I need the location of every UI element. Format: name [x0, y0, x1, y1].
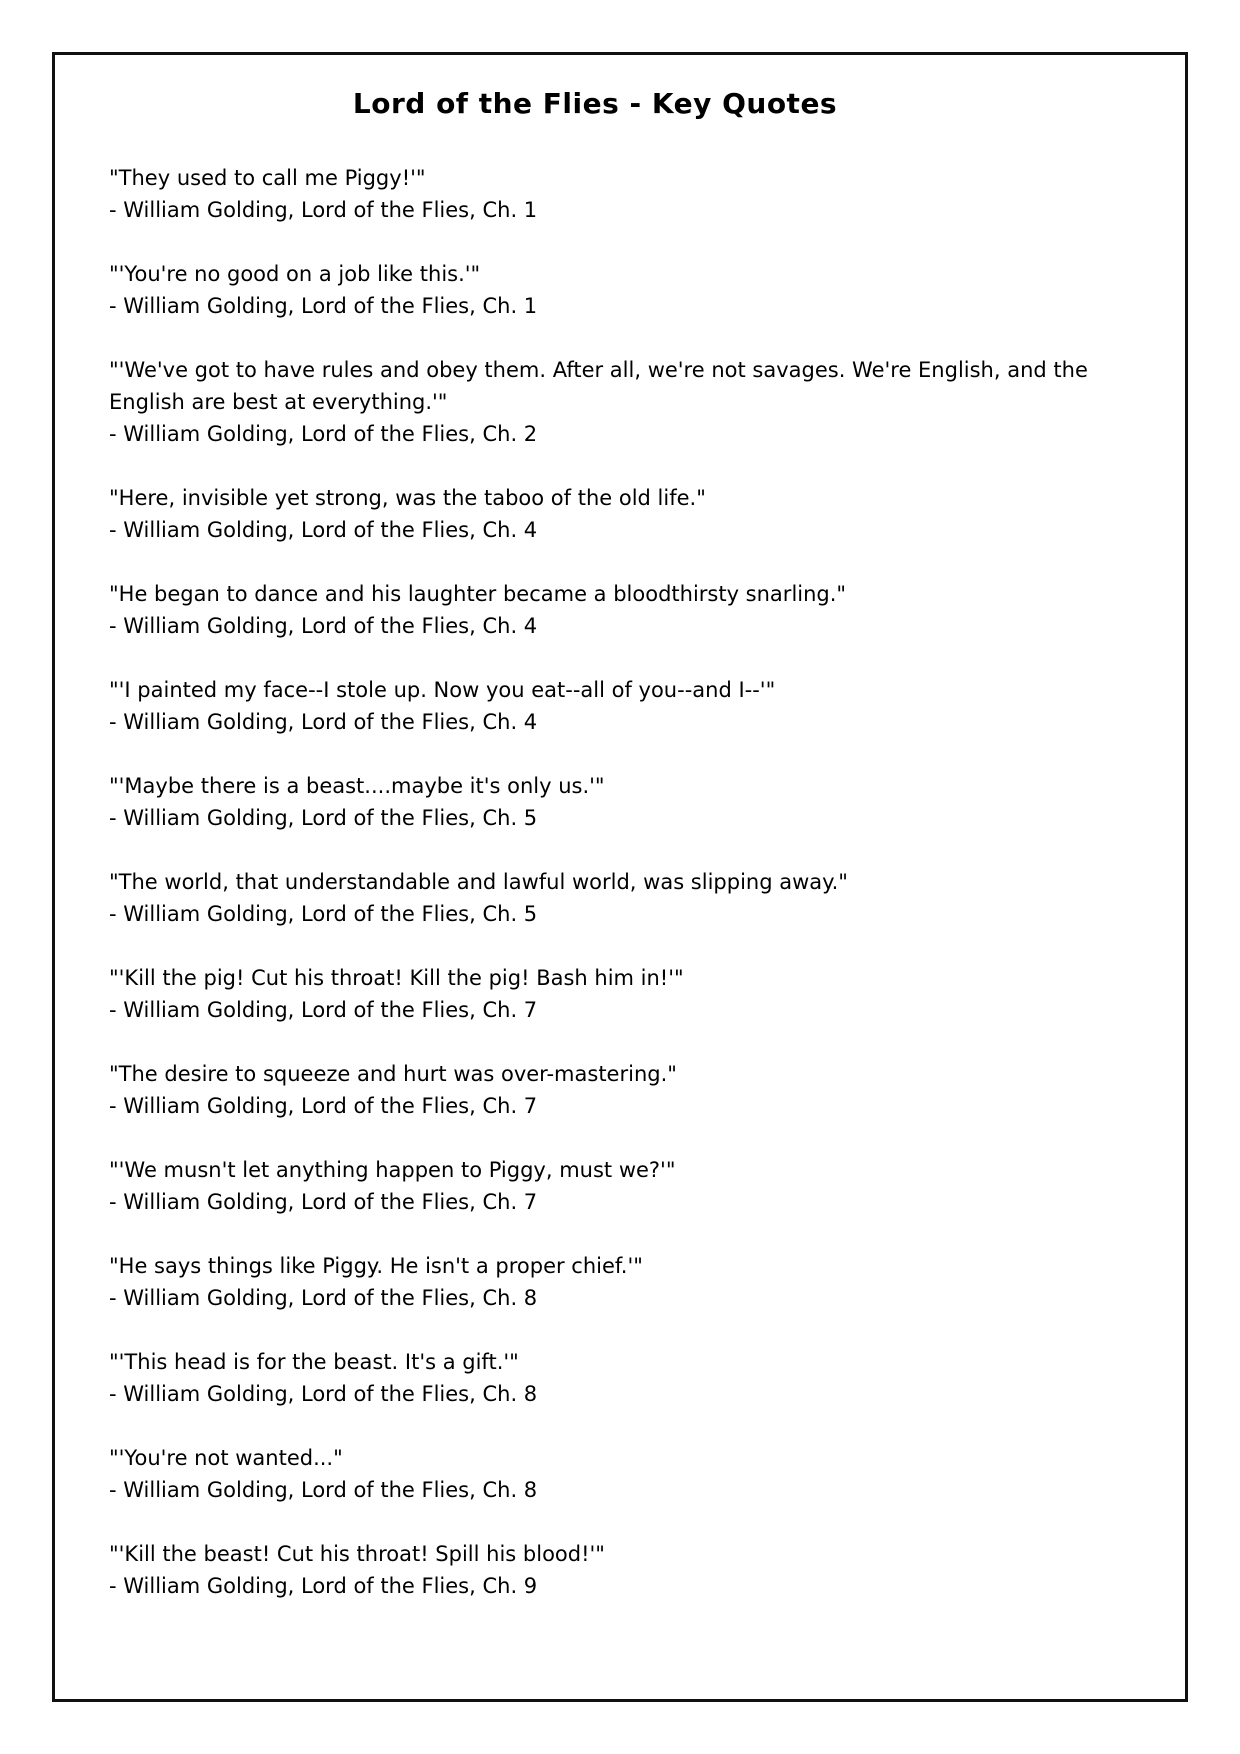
- quote-block: [109, 866, 1141, 930]
- quote-block: [109, 1250, 1141, 1314]
- quote-block: [109, 482, 1141, 546]
- quote-attribution: - William Golding, Lord of the Flies, Ch. 1: [109, 198, 538, 222]
- quote-attribution: - William Golding, Lord of the Flies, Ch. 8: [109, 1286, 538, 1310]
- quote-attribution: - William Golding, Lord of the Flies, Ch. 1: [109, 294, 538, 318]
- quote-block: [109, 770, 1141, 834]
- quote-text: "The desire to squeeze and hurt was over-mastering.": [109, 1062, 677, 1086]
- quote-block: [109, 1442, 1141, 1506]
- quote-block: [109, 962, 1141, 1026]
- quote-text: "He began to dance and his laughter became a bloodthirsty snarling.": [109, 582, 847, 606]
- page-title: Lord of the Flies - Key Quotes: [352, 87, 838, 120]
- quote-attribution: - William Golding, Lord of the Flies, Ch. 8: [109, 1478, 538, 1502]
- document-page: [109, 84, 1141, 1634]
- quote-text: "'Maybe there is a beast....maybe it's only us.'": [109, 774, 605, 798]
- quote-text: "'We musn't let anything happen to Piggy, must we?'": [109, 1158, 676, 1182]
- quote-attribution: - William Golding, Lord of the Flies, Ch. 7: [109, 1094, 538, 1118]
- quote-block: [109, 578, 1141, 642]
- quote-attribution: - William Golding, Lord of the Flies, Ch. 7: [109, 998, 538, 1022]
- quote-text: "'You're no good on a job like this.'": [109, 262, 481, 286]
- quote-text: "He says things like Piggy. He isn't a proper chief.'": [109, 1254, 643, 1278]
- quote-attribution: - William Golding, Lord of the Flies, Ch. 5: [109, 806, 538, 830]
- quote-text: "'You're not wanted...": [109, 1446, 343, 1470]
- quote-attribution: - William Golding, Lord of the Flies, Ch. 4: [109, 710, 538, 734]
- quote-text: "'Kill the pig! Cut his throat! Kill the pig! Bash him in!'": [109, 966, 684, 990]
- quote-block: [109, 1058, 1141, 1122]
- quote-attribution: - William Golding, Lord of the Flies, Ch. 4: [109, 518, 538, 542]
- quote-block: [109, 1346, 1141, 1410]
- quote-attribution: - William Golding, Lord of the Flies, Ch. 2: [109, 422, 538, 446]
- quote-attribution: - William Golding, Lord of the Flies, Ch. 7: [109, 1190, 538, 1214]
- quote-block: [109, 1538, 1141, 1602]
- quote-text: "They used to call me Piggy!'": [109, 166, 426, 190]
- quote-block: [109, 674, 1141, 738]
- quote-text: "Here, invisible yet strong, was the taboo of the old life.": [109, 486, 706, 510]
- quote-attribution: - William Golding, Lord of the Flies, Ch. 8: [109, 1382, 538, 1406]
- quote-text: "The world, that understandable and lawful world, was slipping away.": [109, 870, 848, 894]
- quote-block: [109, 1154, 1141, 1218]
- quote-attribution: - William Golding, Lord of the Flies, Ch. 4: [109, 614, 538, 638]
- quote-text: "'Kill the beast! Cut his throat! Spill his blood!'": [109, 1542, 605, 1566]
- quote-block: [109, 258, 1141, 322]
- quote-block: [109, 354, 1141, 450]
- quote-text: "'We've got to have rules and obey them. After all, we're not savages. We're English, and the English are best at everything.'": [109, 358, 1095, 414]
- quote-text: "'This head is for the beast. It's a gift.'": [109, 1350, 519, 1374]
- quote-block: [109, 162, 1141, 226]
- quote-text: "'I painted my face--I stole up. Now you eat--all of you--and I--'": [109, 678, 776, 702]
- quote-attribution: - William Golding, Lord of the Flies, Ch. 9: [109, 1574, 538, 1598]
- quote-attribution: - William Golding, Lord of the Flies, Ch. 5: [109, 902, 538, 926]
